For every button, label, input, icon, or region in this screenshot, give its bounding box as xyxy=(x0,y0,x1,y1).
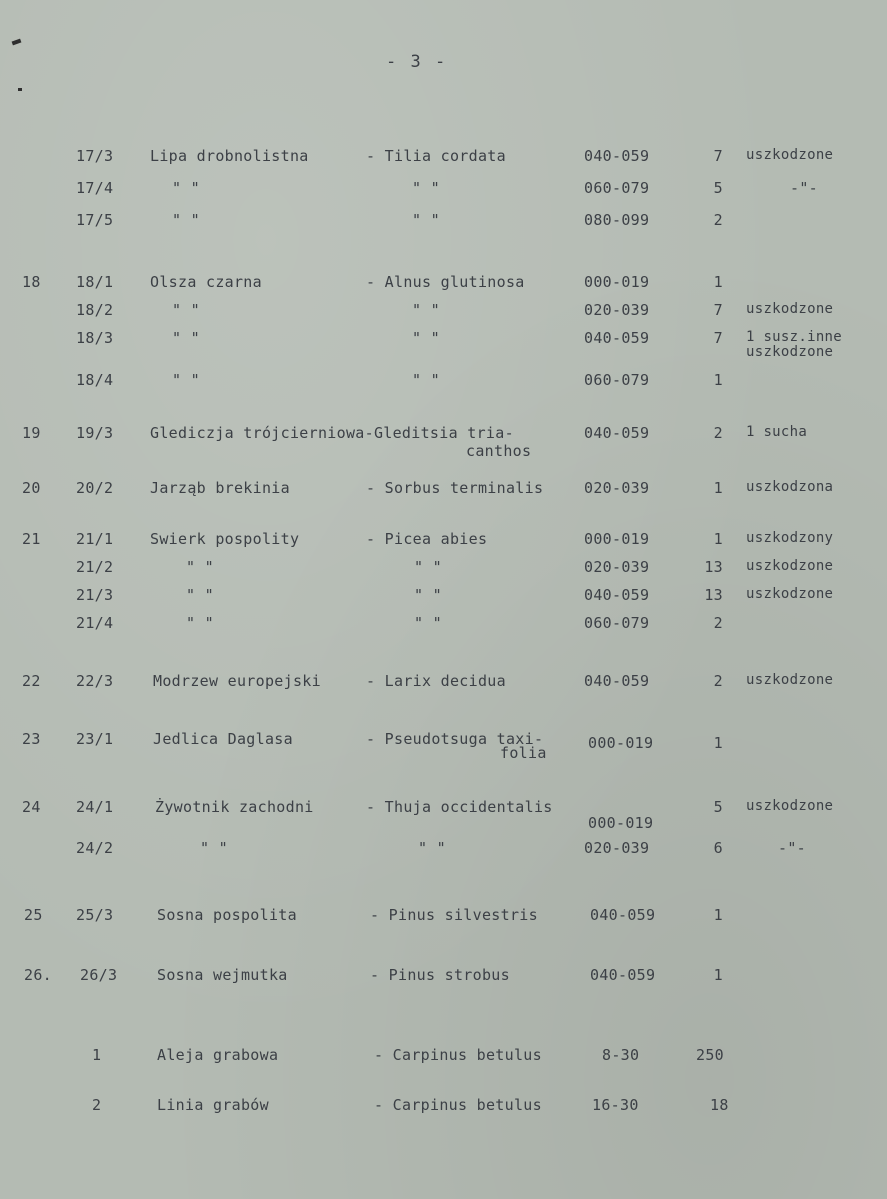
condition-note: uszkodzone xyxy=(746,672,834,688)
condition-note: uszkodzone xyxy=(746,558,834,574)
group-number: 19 xyxy=(22,424,41,442)
tree-count: 2 xyxy=(713,211,723,229)
table-row xyxy=(0,330,887,370)
polish-name: Modrzew europejski xyxy=(153,672,321,690)
polish-name: Swierk pospolity xyxy=(150,530,300,548)
item-id: 22/3 xyxy=(76,672,114,690)
item-id: 17/3 xyxy=(76,147,114,165)
diameter-range: 040-059 xyxy=(590,966,656,984)
latin-name: - Tilia cordata xyxy=(366,147,506,165)
table-row xyxy=(0,799,887,839)
diameter-range: 020-039 xyxy=(584,301,650,319)
condition-note: -"- xyxy=(778,839,806,857)
table-row xyxy=(0,372,887,412)
item-id: 1 xyxy=(92,1046,102,1064)
item-id: 17/5 xyxy=(76,211,114,229)
latin-name: - Thuja occidentalis xyxy=(366,798,553,816)
item-id: 26/3 xyxy=(80,966,118,984)
table-row xyxy=(0,425,887,465)
group-number: 26. xyxy=(24,966,52,984)
tree-count: 2 xyxy=(713,614,723,632)
latin-name-continued: folia xyxy=(500,744,547,762)
polish-name: Lipa drobnolistna xyxy=(150,147,309,165)
item-id: 24/1 xyxy=(76,798,114,816)
diameter-range: 8-30 xyxy=(602,1046,640,1064)
diameter-range: 16-30 xyxy=(592,1096,639,1114)
latin-name: - Pseudotsuga taxi- xyxy=(366,730,544,748)
page-number: - 3 - xyxy=(386,52,448,72)
polish-name: Aleja grabowa xyxy=(157,1046,279,1064)
latin-name-ditto: " " xyxy=(412,329,440,347)
tree-count: 1 xyxy=(713,530,723,548)
latin-name-ditto: " " xyxy=(412,301,440,319)
diameter-range: 040-059 xyxy=(584,586,650,604)
item-id: 18/4 xyxy=(76,371,114,389)
polish-name: Sosna pospolita xyxy=(157,906,297,924)
diameter-range: 040-059 xyxy=(584,329,650,347)
latin-name: - Carpinus betulus xyxy=(374,1046,542,1064)
polish-name-ditto: " " xyxy=(172,211,200,229)
polish-name-ditto: " " xyxy=(172,301,200,319)
condition-note: uszkodzona xyxy=(746,479,834,495)
tree-count: 13 xyxy=(704,586,723,604)
table-row xyxy=(0,840,887,880)
polish-name-ditto: " " xyxy=(186,586,214,604)
tree-count: 7 xyxy=(713,301,723,319)
polish-name: Jedlica Daglasa xyxy=(153,730,293,748)
latin-name-ditto: " " xyxy=(414,586,442,604)
diameter-range: 020-039 xyxy=(584,558,650,576)
group-number: 22 xyxy=(22,672,41,690)
diameter-range: 040-059 xyxy=(584,424,650,442)
table-row xyxy=(0,731,887,771)
table-row xyxy=(0,212,887,252)
tree-count: 5 xyxy=(713,798,723,816)
item-id: 17/4 xyxy=(76,179,114,197)
table-row xyxy=(0,480,887,520)
tree-count: 250 xyxy=(696,1046,724,1064)
item-id: 18/1 xyxy=(76,273,114,291)
polish-name: Sosna wejmutka xyxy=(157,966,288,984)
tree-count: 1 xyxy=(713,906,723,924)
condition-note: uszkodzone xyxy=(746,798,834,814)
table-row xyxy=(0,1047,887,1087)
latin-name: - Carpinus betulus xyxy=(374,1096,542,1114)
table-row xyxy=(0,907,887,947)
tree-count: 1 xyxy=(713,479,723,497)
latin-name-ditto: " " xyxy=(412,211,440,229)
diameter-range: 020-039 xyxy=(584,479,650,497)
latin-name: - Picea abies xyxy=(366,530,488,548)
latin-name: - Pinus silvestris xyxy=(370,906,538,924)
item-id: 19/3 xyxy=(76,424,114,442)
tree-count: 18 xyxy=(710,1096,729,1114)
latin-name: - Sorbus terminalis xyxy=(366,479,544,497)
item-id: 24/2 xyxy=(76,839,114,857)
tree-count: 5 xyxy=(713,179,723,197)
table-row xyxy=(0,1097,887,1137)
tree-count: 1 xyxy=(713,734,723,752)
group-number: 21 xyxy=(22,530,41,548)
diameter-range: 000-019 xyxy=(588,734,654,752)
item-id: 23/1 xyxy=(76,730,114,748)
item-id: 21/4 xyxy=(76,614,114,632)
polish-name: Linia grabów xyxy=(157,1096,269,1114)
group-number: 20 xyxy=(22,479,41,497)
polish-name: Olsza czarna xyxy=(150,273,262,291)
diameter-range: 020-039 xyxy=(584,839,650,857)
diameter-range: 040-059 xyxy=(584,147,650,165)
latin-name: - Pinus strobus xyxy=(370,966,510,984)
latin-name-ditto: " " xyxy=(414,614,442,632)
polish-name: Glediczja trójcierniowa-Gleditsia tria- xyxy=(150,424,514,442)
latin-name: - Larix decidua xyxy=(366,672,506,690)
table-row xyxy=(0,673,887,713)
group-number: 24 xyxy=(22,798,41,816)
diameter-range: 040-059 xyxy=(590,906,656,924)
polish-name-continued: canthos xyxy=(466,442,532,460)
ink-mark xyxy=(12,39,22,46)
condition-note: 1 susz.inne uszkodzone xyxy=(746,329,843,360)
diameter-range: 000-019 xyxy=(584,530,650,548)
polish-name-ditto: " " xyxy=(172,329,200,347)
diameter-range: 000-019 xyxy=(584,273,650,291)
latin-name-ditto: " " xyxy=(414,558,442,576)
group-number: 25 xyxy=(24,906,43,924)
diameter-range: 080-099 xyxy=(584,211,650,229)
item-id: 2 xyxy=(92,1096,102,1114)
item-id: 18/3 xyxy=(76,329,114,347)
diameter-range: 000-019 xyxy=(588,814,654,832)
polish-name-ditto: " " xyxy=(186,614,214,632)
diameter-range: 060-079 xyxy=(584,614,650,632)
group-number: 23 xyxy=(22,730,41,748)
ink-mark xyxy=(18,88,22,91)
polish-name-ditto: " " xyxy=(172,371,200,389)
condition-note: uszkodzone xyxy=(746,586,834,602)
item-id: 21/2 xyxy=(76,558,114,576)
table-row xyxy=(0,967,887,1007)
group-number: 18 xyxy=(22,273,41,291)
condition-note: uszkodzony xyxy=(746,530,834,546)
latin-name-ditto: " " xyxy=(418,839,446,857)
polish-name-ditto: " " xyxy=(200,839,228,857)
condition-note: 1 sucha xyxy=(746,424,808,440)
latin-name: - Alnus glutinosa xyxy=(366,273,525,291)
item-id: 25/3 xyxy=(76,906,114,924)
diameter-range: 040-059 xyxy=(584,672,650,690)
polish-name-ditto: " " xyxy=(186,558,214,576)
diameter-range: 060-079 xyxy=(584,371,650,389)
item-id: 18/2 xyxy=(76,301,114,319)
tree-count: 1 xyxy=(713,966,723,984)
tree-count: 1 xyxy=(713,273,723,291)
polish-name: Jarząb brekinia xyxy=(150,479,290,497)
diameter-range: 060-079 xyxy=(584,179,650,197)
tree-count: 7 xyxy=(713,147,723,165)
condition-note: uszkodzone xyxy=(746,147,834,163)
tree-count: 2 xyxy=(713,424,723,442)
polish-name: Żywotnik zachodni xyxy=(155,798,314,816)
item-id: 21/3 xyxy=(76,586,114,604)
condition-note: uszkodzone xyxy=(746,301,834,317)
table-row xyxy=(0,615,887,655)
item-id: 20/2 xyxy=(76,479,114,497)
item-id: 21/1 xyxy=(76,530,114,548)
tree-count: 13 xyxy=(704,558,723,576)
tree-count: 2 xyxy=(713,672,723,690)
tree-count: 1 xyxy=(713,371,723,389)
condition-note: -"- xyxy=(790,179,818,197)
latin-name-ditto: " " xyxy=(412,179,440,197)
tree-count: 6 xyxy=(713,839,723,857)
tree-count: 7 xyxy=(713,329,723,347)
polish-name-ditto: " " xyxy=(172,179,200,197)
latin-name-ditto: " " xyxy=(412,371,440,389)
